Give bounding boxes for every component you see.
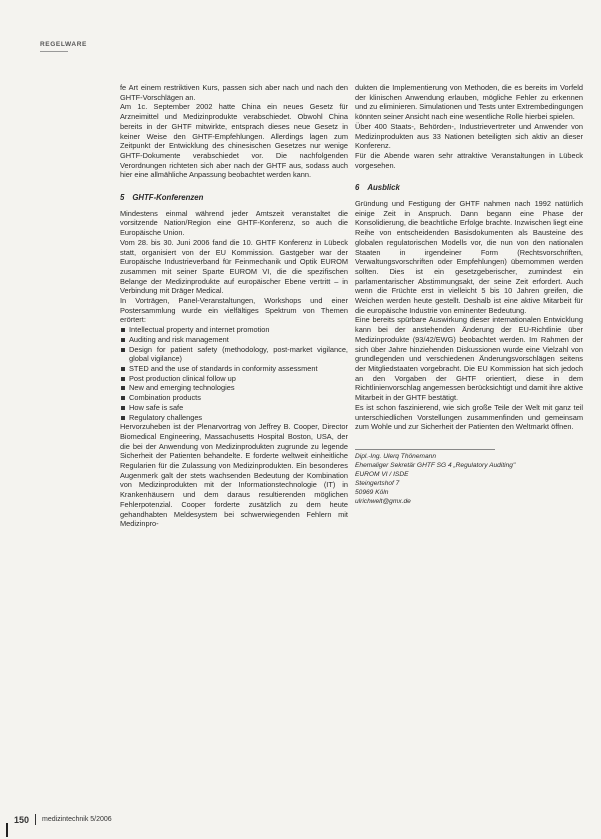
section-tag: REGELWARE [40,41,87,48]
paragraph: Mindestens einmal während jeder Amtszeit veranstaltet die vorsitzende Nation/Region eine GHTF-Konferenz, so auch die Europäische Union. [120,208,348,238]
author-email: ulrichwelt@gmx.de [355,497,411,505]
list-item: New and emerging technologies [120,383,348,393]
divider [355,449,495,450]
paragraph: Für die Abende waren sehr attraktive Veranstaltungen in Lübeck vorgesehen. [355,150,583,170]
paragraph: Hervorzuheben ist der Plenarvortrag von Jeffrey B. Cooper, Director Biomedical Engineering, Massachusetts Hospital Boston, USA, der die bei der Anwendung von Medizinprodukten zugrunde zu legende Sicherheit der Patienten behandelte. E forderte weltweit einheitliche Regularien für die Zulassung von Medizinprodukten. Ein besonderes Augenmerk galt der stets wachsenden Bedeutung der Kombination von Medizinprodukten mit der Informationstechnologie (IT) in Krankenhäusern und dem daraus resultierenden möglichen Fehlerpotenzial. Cooper forderte zusätzlich zu dem heute gehandhabten Meldesystem bei schwerwiegenden Fehlern mit Medizinpro- [120,422,348,529]
left-column [120,83,348,529]
topic-list [120,325,348,422]
right-column [355,83,583,506]
page-footer [14,814,112,825]
author-city: 50969 Köln [355,488,389,496]
list-item: Intellectual property and internet promotion [120,325,348,335]
paragraph: In Vorträgen, Panel-Veranstaltungen, Workshops und einer Postersammlung wurde ein vielfältiges Spektrum von Themen erörtert: [120,296,348,325]
author-name: Dipl.-Ing. Ulerq Thönemann [355,452,436,460]
list-item: Design for patient safety (methodology, post-market vigilance, global vigilance) [120,345,348,364]
author-org: EUROM VI / ISDE [355,470,409,478]
journal-name: medizintechnik 5/2006 [42,816,112,823]
paragraph: Am 1c. September 2002 hatte China ein neues Gesetz für Arzneimittel und Medizinprodukte verabschiedet. Obwohl China bereits in der GHTF mitwirkte, entsprach dieses neue Gesetz in keiner Weise den GHTF-Empfehlungen. Allerdings lagen zum Zeitpunkt der Entwicklung des chinesischen Gesetzes nur wenige GHTF-Dokumente verabschiedet vor. Die nachfolgenden Verordnungen richteten sich aber nach der GHTF aus, sodass auch hier eine allmähliche Anpassung beobachtet werden kann. [120,102,348,180]
section-heading [355,183,583,193]
list-item: Combination products [120,393,348,403]
section-heading [120,193,348,203]
heading-title: GHTF-Konferenzen [132,193,204,203]
author-street: Steingertshof 7 [355,479,400,487]
list-item: Post production clinical follow up [120,374,348,384]
paragraph: Vom 28. bis 30. Juni 2006 fand die 10. GHTF Konferenz in Lübeck statt, organisiert von der EU Kommission. Gastgeber war der Europäische Industrieverband für Feinmechanik und Optik EUROM zusammen mit seiner Sparte EUROM VI, die die spezifischen Belange der Medizinprodukte auf europäischer Ebene vertritt – in Verbindung mit Dräger Medical. [120,237,348,296]
footer-divider [35,814,36,825]
list-item: How safe is safe [120,403,348,413]
author-block [355,452,583,506]
list-item: Regulatory challenges [120,413,348,423]
paragraph: fe Art einem restriktiven Kurs, passen sich aber nach und nach den GHTF-Vorschlägen an. [120,83,348,102]
heading-number: 5 [120,193,125,203]
author-role: Ehemaliger Sekretär GHTF SG 4 „Regulatory Auditing" [355,461,516,469]
list-item: Auditing and risk management [120,335,348,345]
list-item: STED and the use of standards in conformity assessment [120,364,348,374]
heading-number: 6 [355,183,360,193]
paragraph: Über 400 Staats-, Behörden-, Industrievertreter und Anwender von Medizinprodukten aus 33 Nationen beteiligten sich aktiv an dieser Konferenz. [355,121,583,151]
margin-mark [6,823,8,837]
paragraph: Eine bereits spürbare Auswirkung dieser internationalen Entwicklung kann bei der anstehenden Änderung der EU-Richtlinie über Medizinprodukte (93/42/EWG) beobachtet werden. Im Rahmen der sich über Jahre hinziehenden Diskussionen wurde eine Vielzahl von grundlegenden und verschiedenen Änderungsvorschlägen seitens der Mitgliedstaaten vorgebracht. Die EU Kommission hat sich jedoch an den Vorgaben der GHTF orientiert, diese in dem Richtlinienvorschlag angemessen berücksichtigt und damit ihre aktive Mitarbeit in der GHTF bestätigt. [355,315,583,403]
paragraph: dukten die Implementierung von Methoden, die es bereits im Vorfeld der klinischen Anwendung erlauben, mögliche Fehler zu erkennen und zu eliminieren. Simulationen und Tests unter Extrembedingungen könnten seiner Ansicht nach eine wesentliche Rolle hierbei spielen. [355,83,583,122]
paragraph: Gründung und Festigung der GHTF nahmen nach 1992 natürlich einige Zeit in Anspruch. Dann begann eine Phase der Konsolidierung, die beachtliche Erfolge brachte. Inzwischen liegt eine Reihe von entscheidenden Basisdokumenten als Bausteine des globalen regulatorischen Modells vor, die nun von den nationalen Staaten in irgendeiner Form (Rechtsvorschriften, Verwaltungsvorschriften oder Empfehlungen) übernommen werden sollten. Dies ist ein gesetzgeberischer, zumindest ein parlamentarischer Abstimmungsakt, der seine Zeit erfordert. Auch wenn die Früchte erst in vielleicht 5 bis 10 Jahren greifen, die Weichen werden heute gestellt. Deshalb ist eine aktive Mitarbeit für die europäische Industrie von eminenter Bedeutung. [355,199,583,315]
heading-title: Ausblick [367,183,400,193]
page-number: 150 [14,814,30,825]
paragraph: Es ist schon faszinierend, wie sich große Teile der Welt mit ganz teil unterschiedlichen Vorstellungen zusammenfinden und gemeinsam zum Wohle und zur Sicherheit der Patienten den Weltmarkt öffnen. [355,402,583,432]
